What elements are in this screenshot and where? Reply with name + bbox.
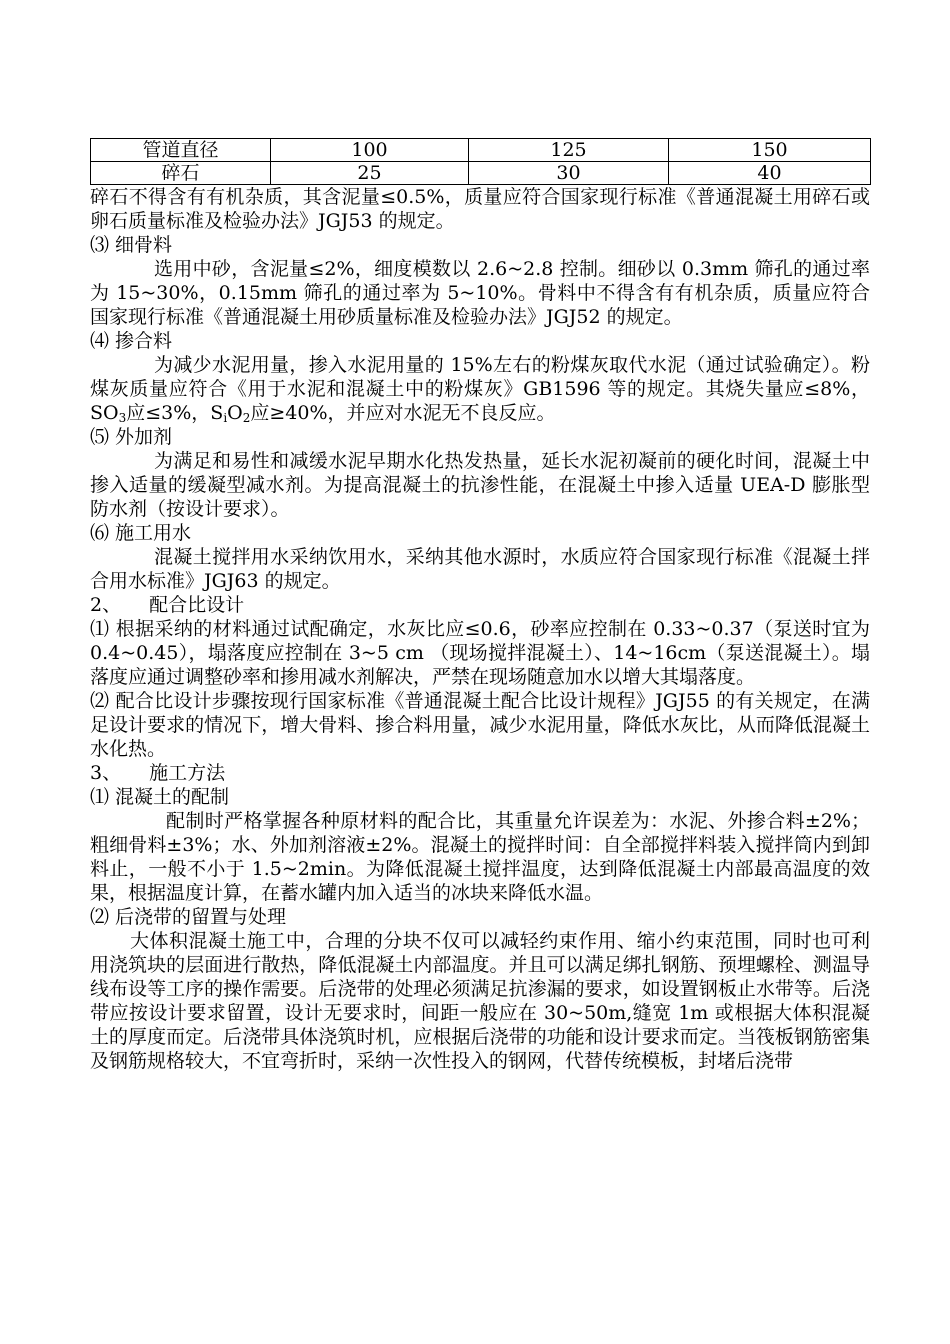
table-cell: 25 (271, 162, 469, 185)
paragraph-mix-2: ⑵ 配合比设计步骤按现行国家标准《普通混凝土配合比设计规程》JGJ55 的有关规定，在满足设计要求的情况下，增大骨料、掺合料用量，减少水泥用量，降低水灰比，从而降低混凝土水化热。 (90, 690, 870, 760)
table-cell: 150 (669, 139, 871, 162)
paragraph-gravel: 碎石不得含有有机杂质，其含泥量≤0.5%，质量应符合国家现行标准《普通混凝土用碎石或卵石质量标准及检验办法》JGJ53 的规定。 (90, 186, 870, 232)
section-title: 施工方法 (149, 762, 226, 784)
heading-post-pour-strip: ⑵ 后浇带的留置与处理 (90, 906, 287, 928)
paragraph-additive: 为满足和易性和减缓水泥早期水化热发热量，延长水泥初凝前的硬化时间，混凝土中掺入适量的缓凝型减水剂。为提高混凝土的抗渗性能，在混凝土中掺入适量 UEA-D 膨胀型防水剂（按设计要求）。 (90, 450, 870, 520)
paragraph-admixture (90, 353, 870, 425)
table-cell: 碎石 (91, 162, 271, 185)
admix-sub-3: 2 (242, 411, 251, 425)
admix-sub-2: i (223, 411, 228, 425)
section-number: 3、 (90, 762, 122, 784)
document-page (90, 138, 870, 1073)
section-title: 配合比设计 (149, 594, 245, 616)
paragraph-fine-aggregate: 选用中砂，含泥量≤2%，细度模数以 2.6~2.8 控制。细砂以 0.3mm 筛孔的通过率为 15~30%，0.15mm 筛孔的通过率为 5~10%。骨料中不得含有有机杂质，质量应符合国家现行标准《普通混凝土用砂质量标准及检验办法》JGJ52 的规定。 (90, 258, 870, 328)
heading-fine-aggregate: ⑶ 细骨料 (90, 234, 173, 256)
table-cell: 30 (469, 162, 669, 185)
body-text (90, 185, 870, 1073)
paragraph-mix-1: ⑴ 根据采纳的材料通过试配确定，水灰比应≤0.6，砂率应控制在 0.33~0.37（泵送时宜为 0.4~0.45），塌落度应控制在 3~5 cm （现场搅拌混凝土）、14~16cm（泵送混凝土）。塌落度应通过调整砂率和掺用减水剂解决，严禁在现场随意加水以增大其塌落度。 (90, 618, 870, 688)
admix-text-a: 为减少水泥用量，掺入水泥用量的 15%左右的粉煤灰取代水泥（通过试验确定）。粉煤灰质量应符合《用于水泥和混凝土中的粉煤灰》GB1596 等的规定。其烧失量应≤8%，SO (90, 354, 870, 424)
paragraph-post-pour-strip: 大体积混凝土施工中，合理的分块不仅可以减轻约束作用、缩小约束范围，同时也可利用浇筑块的层面进行散热，降低混凝土内部温度。并且可以满足绑扎钢筋、预埋螺栓、测温导线布设等工序的操作需要。后浇带的处理必须满足抗渗漏的要求，如设置钢板止水带等。后浇带应按设计要求留置，设计无要求时，间距一般应在 30~50m,缝宽 1m 或根据大体积混凝土的厚度而定。后浇带具体浇筑时机，应根据后浇带的功能和设计要求而定。当筏板钢筋密集及钢筋规格较大，不宜弯折时，采纳一次性投入的钢网，代替传统模板，封堵后浇带 (90, 930, 870, 1072)
table-cell: 100 (271, 139, 469, 162)
table-cell: 125 (469, 139, 669, 162)
table-cell: 40 (669, 162, 871, 185)
heading-concrete-prep: ⑴ 混凝土的配制 (90, 786, 230, 808)
paragraph-water: 混凝土搅拌用水采纳饮用水，采纳其他水源时，水质应符合国家现行标准《混凝土拌合用水标准》JGJ63 的规定。 (90, 546, 870, 592)
section-heading-mix-design (90, 593, 870, 617)
heading-water: ⑹ 施工用水 (90, 522, 192, 544)
pipe-diameter-table (90, 138, 871, 185)
heading-additive: ⑸ 外加剂 (90, 426, 173, 448)
admix-text-d: 应≥40%，并应对水泥无不良反应。 (250, 402, 556, 424)
admix-sub-1: 3 (118, 411, 127, 425)
section-number: 2、 (90, 594, 122, 616)
admix-text-c: O (227, 402, 243, 424)
paragraph-concrete-prep: 配制时严格掌握各种原材料的配合比，其重量允许误差为：水泥、外掺合料±2%；粗细骨料±3%；水、外加剂溶液±2%。混凝土的搅拌时间：自全部搅拌料装入搅拌筒内到卸料止，一般不小于 1.5~2min。为降低混凝土搅拌温度，达到降低混凝土内部最高温度的效果，根据温度计算，在蓄水罐内加入适当的冰块来降低水温。 (90, 810, 870, 904)
section-heading-construction (90, 761, 870, 785)
table-row (91, 162, 871, 185)
admix-text-b: 应≤3%，S (126, 402, 224, 424)
table-cell: 管道直径 (91, 139, 271, 162)
heading-admixture: ⑷ 掺合料 (90, 330, 173, 352)
table-row (91, 139, 871, 162)
